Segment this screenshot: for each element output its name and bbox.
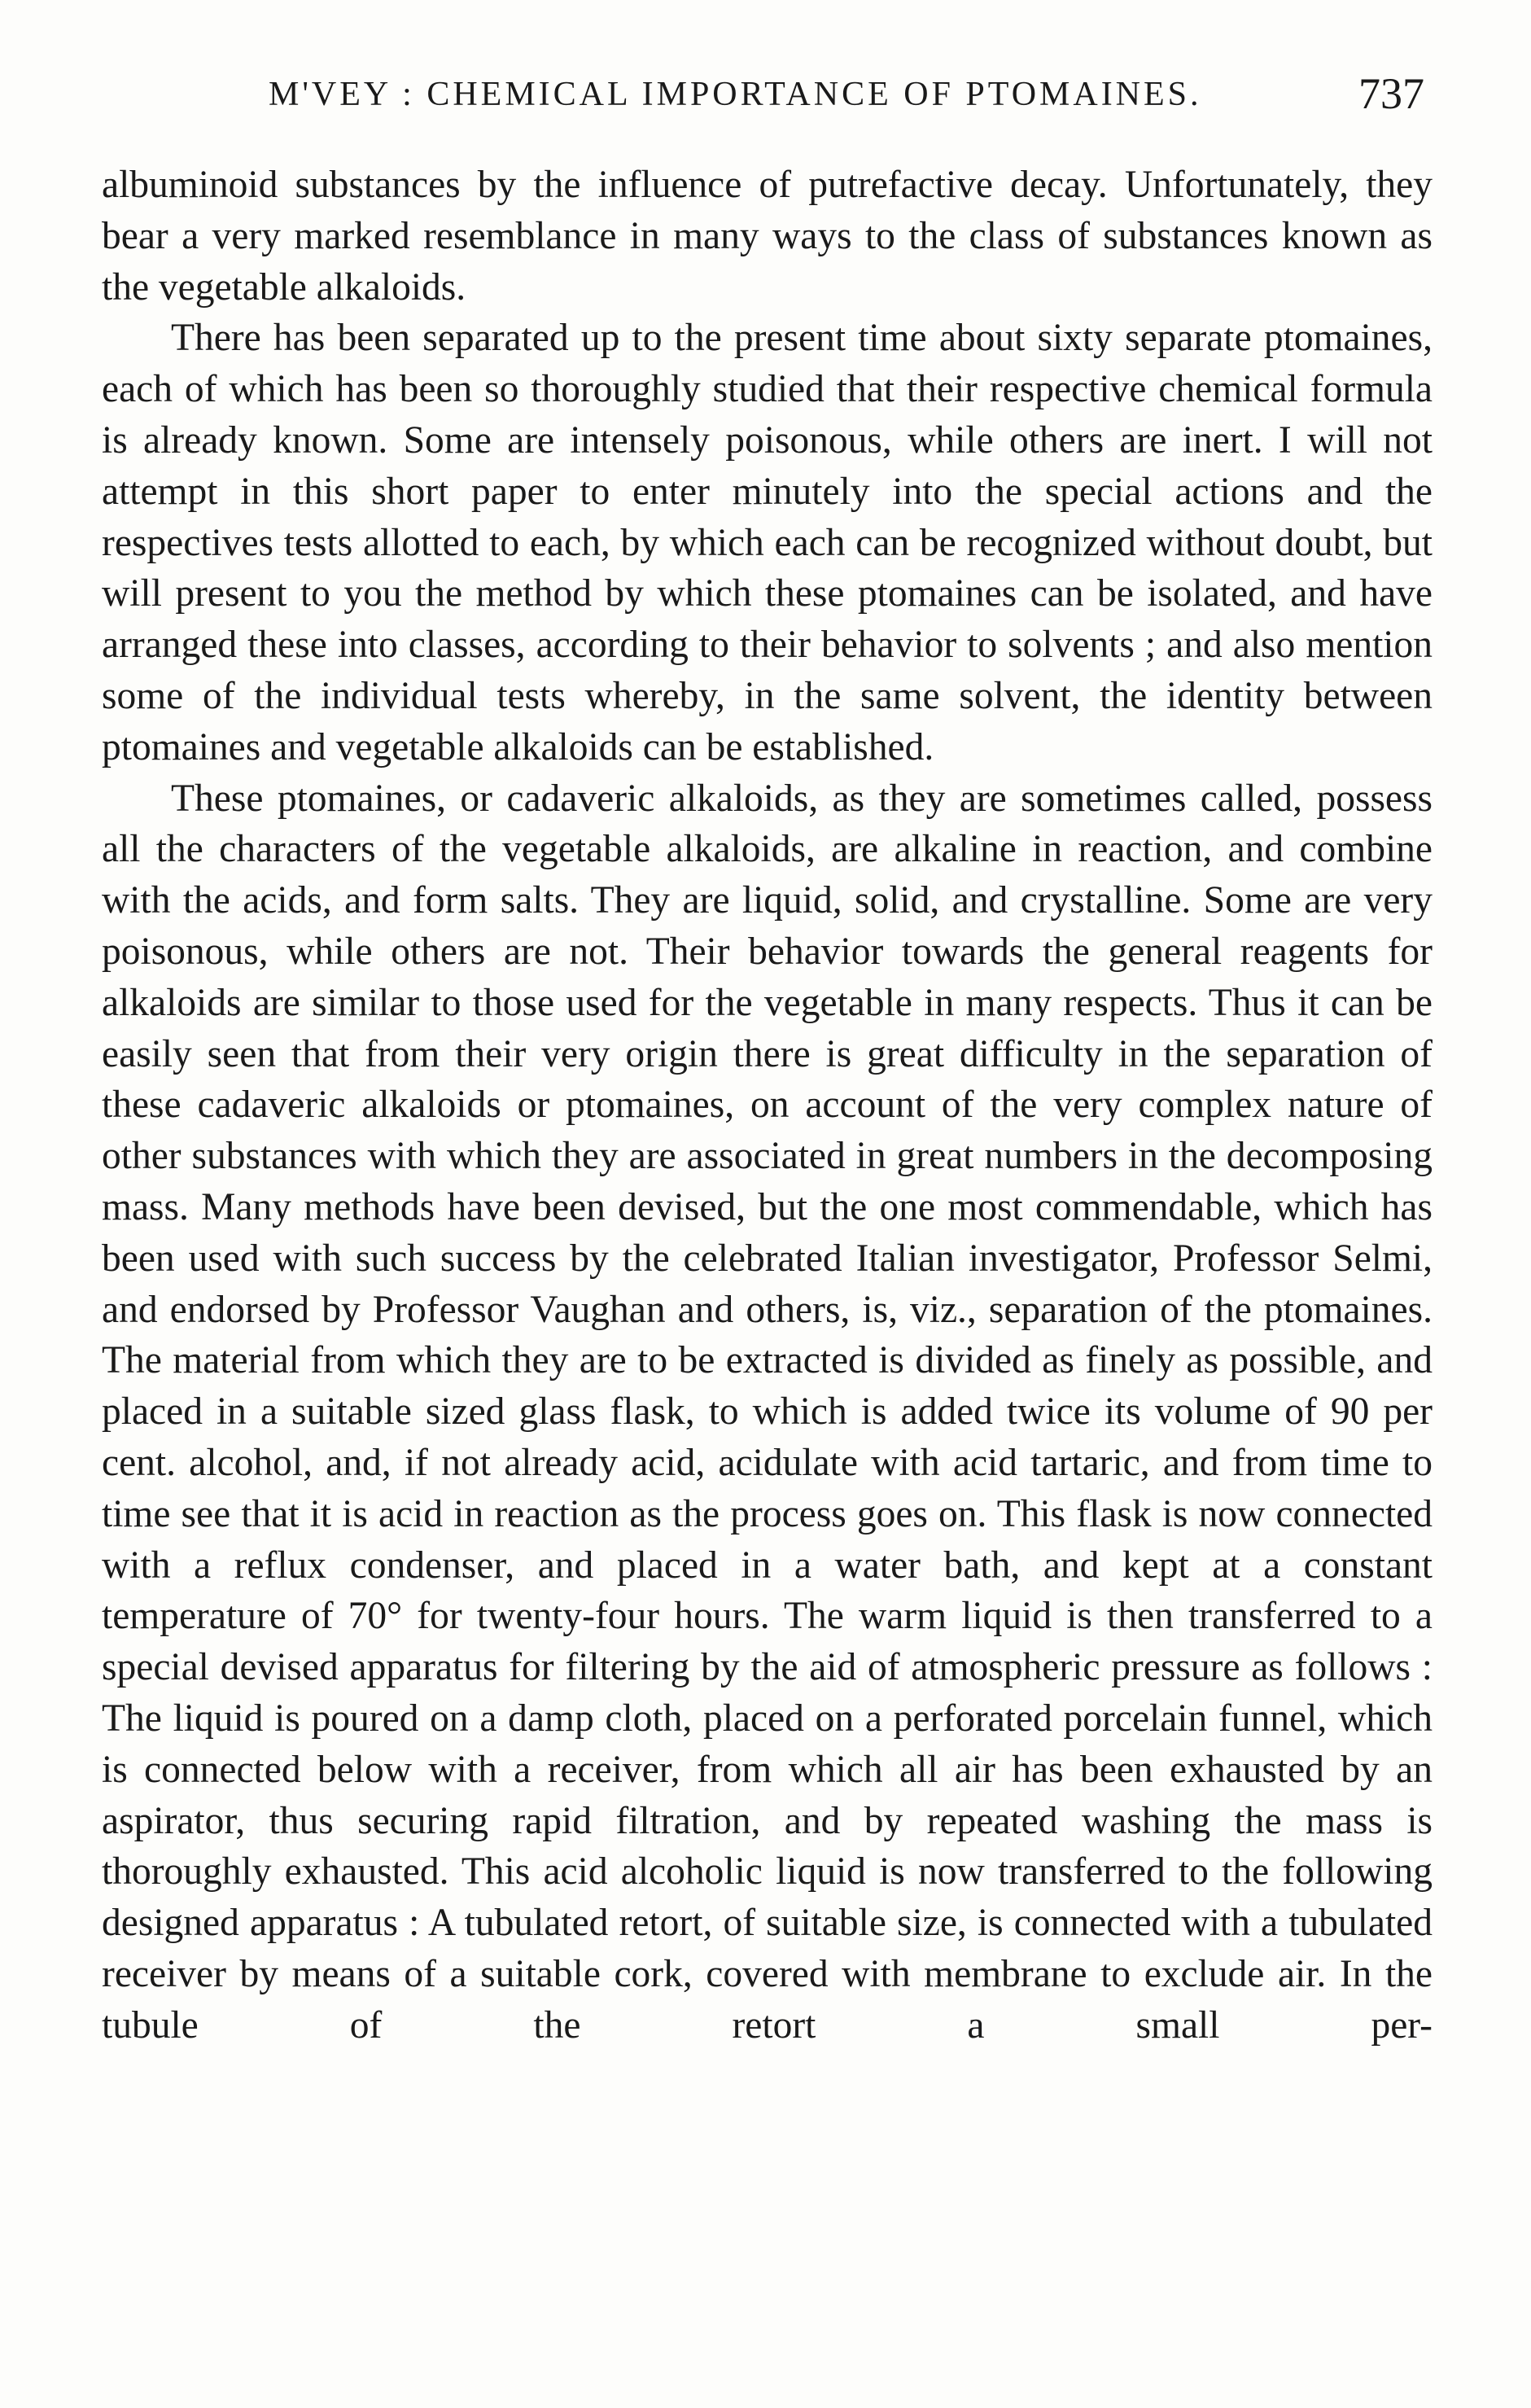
page-number: 737 <box>1358 69 1424 118</box>
running-title: M'VEY : CHEMICAL IMPORTANCE OF PTOMAINES. <box>269 76 1202 113</box>
body-text <box>102 160 1433 2051</box>
paragraph-ptomaines-separated: There has been separated up to the present time about sixty separate ptomaines, each of which has been so thoroughly studied that their respective chemical formula is already known. Some are intensely poisonous, while others are inert. I will not attempt in this short paper to enter minutely into the special actions and the respectives tests allotted to each, by which each can be recognized without doubt, but will present to you the method by which these ptomaines can be isolated, and have arranged these into classes, according to their behavior to solvents ; and also mention some of the individual tests whereby, in the same solvent, the identity between ptomaines and vegetable alkaloids can be established. <box>102 317 1433 768</box>
paragraph-cadaveric-alkaloids: These ptomaines, or cadaveric alkaloids, as they are sometimes called, possess all the characters of the vegetable alkaloids, are alkaline in reaction, and combine with the acids, and form salts. They are liquid, solid, and crystalline. Some are very poisonous, while others are not. Their behavior towards the general reagents for alkaloids are similar to those used for the vegetable in many respects. Thus it can be easily seen that from their very origin there is great difficulty in the separation of these cadaveric alkaloids or ptomaines, on account of the very complex nature of other substances with which they are associated in great numbers in the decomposing mass. Many methods have been devised, but the one most commendable, which has been used with such success by the celebrated Italian investigator, Professor Selmi, and endorsed by Professor Vaughan and others, is, viz., separation of the ptomaines. The material from which they are to be extracted is divided as finely as possible, and placed in a suitable sized glass flask, to which is added twice its volume of 90 per cent. alcohol, and, if not already acid, acidulate with acid tartaric, and from time to time see that it is acid in reaction as the process goes on. This flask is now connected with a reflux condenser, and placed in a water bath, and kept at a constant temperature of 70° for twenty-four hours. The warm liquid is then transferred to a special devised apparatus for filtering by the aid of atmospheric pressure as follows : The liquid is poured on a damp cloth, placed on a perforated porcelain funnel, which is connected below with a receiver, from which all air has been exhausted by an aspirator, thus securing rapid filtration, and by repeated washing the mass is thoroughly exhausted. This acid alcoholic liquid is now transferred to the following designed apparatus : A tubulated retort, of suitable size, is connected with a tubulated receiver by means of a suitable cork, covered with membrane to exclude air. In the tubule of the retort a small per- <box>102 777 1433 2047</box>
running-head <box>269 68 1424 134</box>
paragraph-continuation: albuminoid substances by the influence of putrefactive decay. Unfortunately, they bear a very marked resemblance in many ways to the class of substances known as the vegetable alkaloids. <box>102 164 1433 309</box>
